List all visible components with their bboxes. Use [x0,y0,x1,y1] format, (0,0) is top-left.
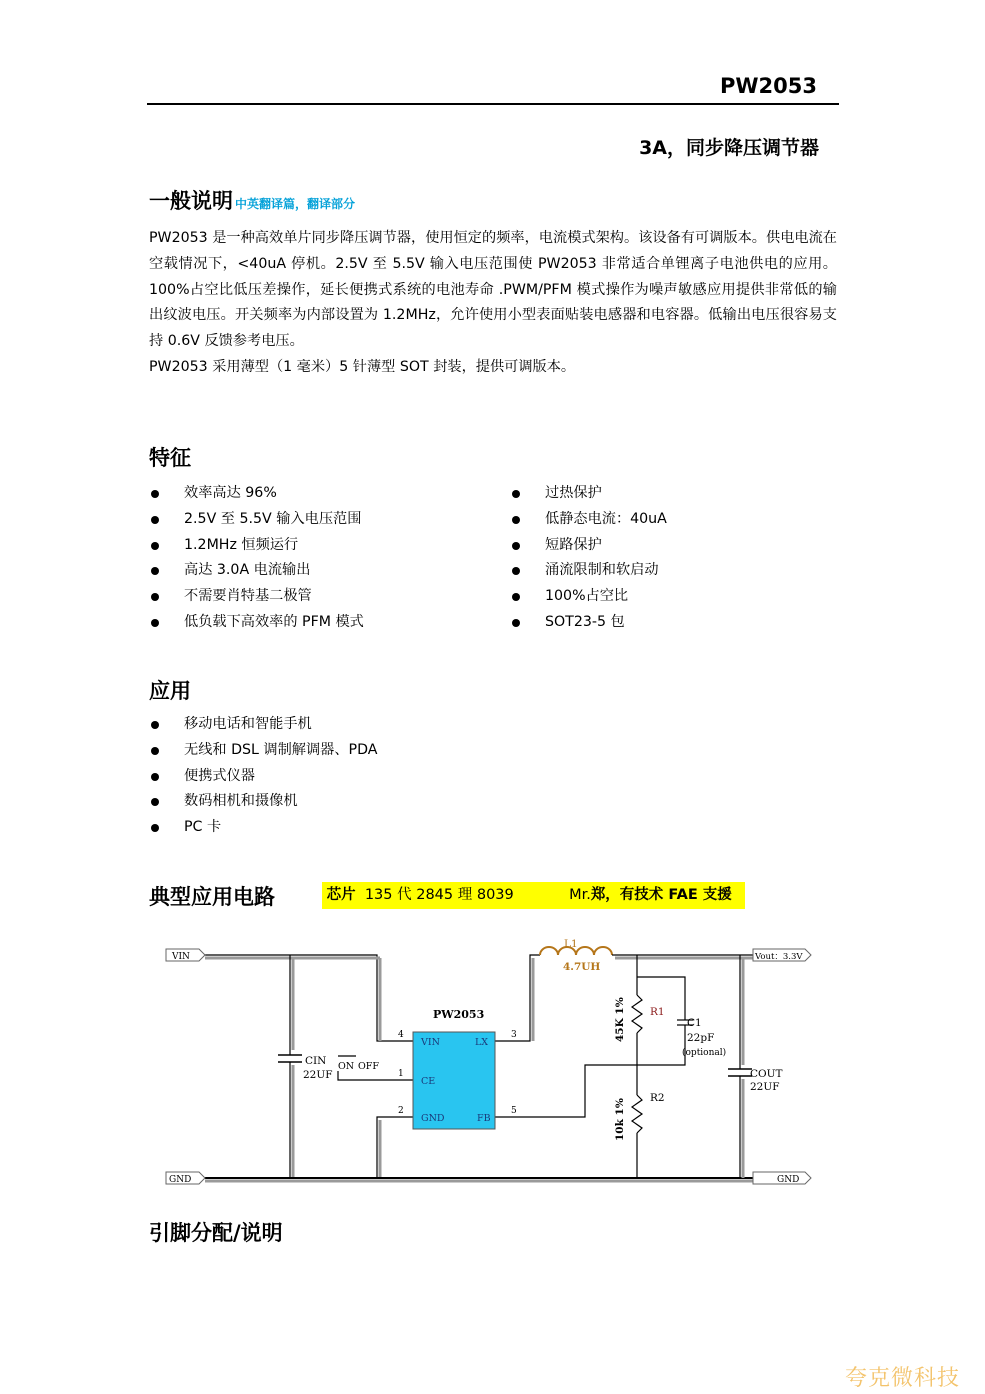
bullet-icon [151,747,159,755]
feature-text: 低负载下高效率的 PFM 模式 [184,613,364,630]
cout-label: COUT [750,1068,783,1080]
pin3-number: 3 [511,1030,517,1040]
list-item [149,764,377,790]
wire-gnd-pin [377,1117,413,1178]
typical-circuit-heading: 典型应用电路 [149,885,275,909]
bullet-icon [151,542,159,550]
document-title: 3A，同步降压调节器 [639,137,819,159]
ic-name: PW2053 [433,1008,485,1021]
applications-list [149,712,377,841]
header-rule [147,103,839,105]
list-item [510,558,667,584]
off-label: OFF [358,1061,379,1072]
feature-text: 不需要肖特基二极管 [184,588,312,605]
list-item [149,610,364,636]
list-item [510,481,667,507]
r2-value: 10k 1% [614,1098,626,1141]
feature-text: 效率高达 96% [184,485,277,501]
r2-label: R2 [650,1092,665,1104]
bullet-icon [512,567,520,575]
applications-heading: 应用 [149,679,191,703]
vout-label: Vout：3.3V [755,952,803,962]
translation-note: 中英翻译篇，翻译部分 [235,197,356,211]
chip-label: 芯片 [326,887,356,903]
pin2-number: 2 [398,1106,404,1116]
bullet-icon [512,490,520,498]
general-description-heading [149,185,355,215]
c1-value: 22pF [687,1032,715,1044]
l1-label: L1 [564,938,578,950]
feature-text: 高达 3.0A 电流输出 [184,562,311,579]
list-item [149,481,364,507]
bullet-icon [151,567,159,575]
general-description [149,226,837,381]
list-item [510,533,667,559]
pin-vin-label: VIN [421,1037,440,1048]
bullet-icon [151,619,159,627]
feature-text: SOT23-5 包 [545,613,625,630]
application-text: 数码相机和摄像机 [184,793,298,810]
wire-vin-rail [205,955,413,1041]
description-paragraph-2: PW2053 采用薄型（1 毫米）5 针薄型 SOT 封装，提供可调版本。 [149,358,576,375]
contact-name-prefix: Mr. [569,887,591,903]
list-item [149,507,364,533]
c1-label: C1 [687,1017,702,1029]
bullet-icon [512,593,520,601]
application-text: 便携式仪器 [184,767,255,784]
application-text: PC 卡 [184,819,222,836]
pin-gnd-label: GND [421,1113,445,1124]
c1-note: (optional) [682,1048,727,1058]
general-heading-text: 一般说明 [149,189,233,213]
feature-text: 低静态电流：40uA [545,510,667,527]
typical-application-circuit [155,925,820,1195]
application-text: 无线和 DSL 调制解调器、PDA [184,741,378,758]
wire-c1-bottom [637,1025,685,1065]
cout-value: 22UF [750,1081,780,1093]
list-item [149,558,364,584]
bullet-icon [151,773,159,781]
pin4-number: 4 [398,1030,404,1040]
features-heading: 特征 [149,446,191,470]
bullet-icon [512,619,520,627]
contact-phone: 135 代 2845 理 8039 [364,887,514,903]
feature-text: 1.2MHz 恒频运行 [184,536,299,553]
r1-label: R1 [650,1006,665,1018]
contact-name: 郑，有技术 FAE 支援 [590,887,732,903]
r1-value: 45K 1% [614,997,626,1042]
bullet-icon [151,516,159,524]
bullet-icon [151,824,159,832]
list-item [149,533,364,559]
description-paragraph-1: PW2053 是一种高效单片同步降压调节器，使用恒定的频率，电流模式架构。该设备有可调版本。供电电流在空载情况下，<40uA 停机。2.5V 至 5.5V 输入电压范围使 PW2053 非常适合单锂离子电池供电的应用。100%占空比低压差操作，延长便携式系统的电池寿命 .PWM/PFM 模式操作为噪声敏感应用提供非常低的输出纹波电压。开关频率为内部设置为 1.2MHz，允许使用小型表面贴装电感器和电容器。低输出电压很容易支持 0.6V 反馈参考电压。 [149,230,837,350]
list-item [510,610,667,636]
pin-assignment-heading: 引脚分配/说明 [149,1221,283,1245]
contact-banner [322,882,745,909]
gnd-right-label: GND [777,1175,800,1185]
cin-value: 22UF [303,1069,333,1081]
list-item [149,789,377,815]
feature-text: 100%占空比 [545,588,629,605]
list-item [149,738,377,764]
part-number: PW2053 [719,74,817,98]
list-item [510,584,667,610]
feature-text: 2.5V 至 5.5V 输入电压范围 [184,510,362,527]
watermark: 夸克微科技 [845,1366,961,1391]
r1-resistor [632,995,642,1033]
feature-text: 过热保护 [545,485,602,501]
list-item [510,507,667,533]
gnd-left-label: GND [169,1175,192,1185]
pin5-number: 5 [511,1106,517,1116]
list-item [149,584,364,610]
r2-resistor [632,1095,642,1133]
features-list-left [149,481,364,636]
pin1-number: 1 [398,1069,404,1079]
bullet-icon [512,516,520,524]
feature-text: 涌流限制和软启动 [545,562,659,579]
on-label: ON [338,1061,355,1072]
pin-fb-label: FB [477,1113,491,1124]
list-item [149,712,377,738]
pin-ce-label: CE [421,1076,436,1087]
bullet-icon [151,490,159,498]
bullet-icon [151,593,159,601]
list-item [149,815,377,841]
cin-label: CIN [305,1055,327,1067]
l1-value: 4.7UH [563,961,601,973]
bullet-icon [151,798,159,806]
features-list-right [510,481,667,636]
bullet-icon [512,542,520,550]
pin-lx-label: LX [475,1037,489,1048]
application-text: 移动电话和智能手机 [184,716,312,732]
vin-label: VIN [172,952,190,962]
feature-text: 短路保护 [545,536,602,553]
bullet-icon [151,721,159,729]
